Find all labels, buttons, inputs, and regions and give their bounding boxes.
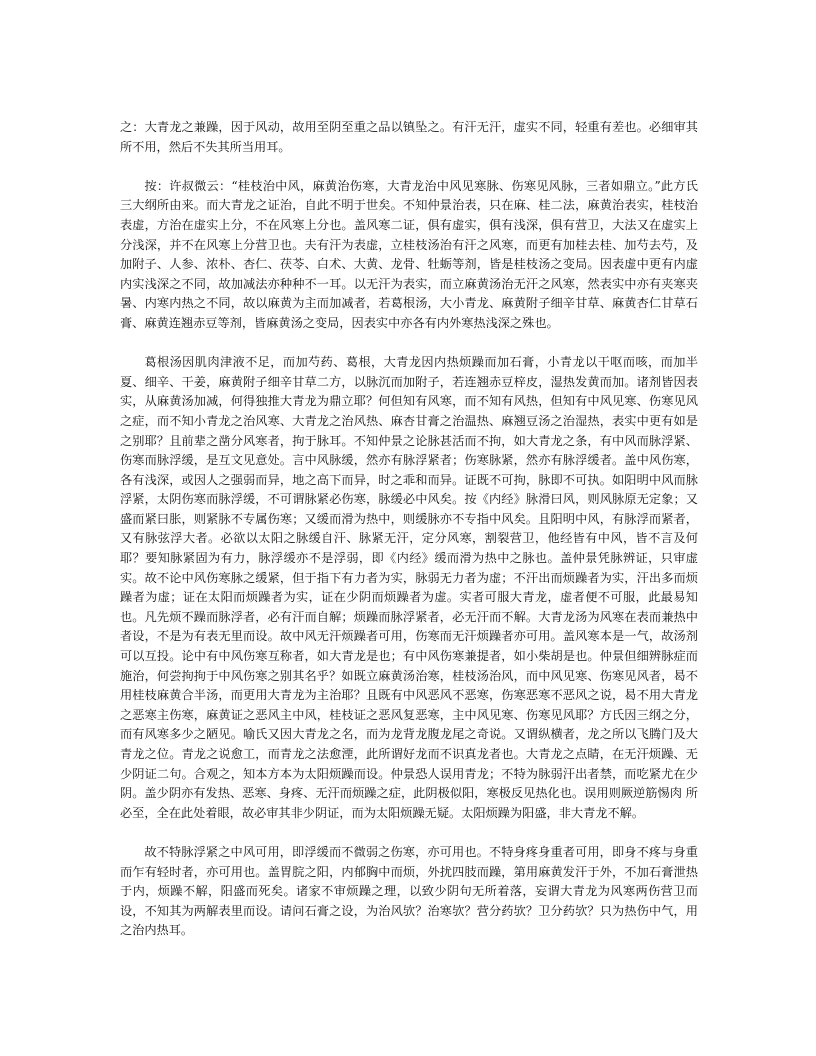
paragraph-shigao-conclusion: 故不特脉浮紧之中风可用，即浮缓而不微弱之伤寒，亦可用也。不特身疼身重者可用，即身不疼与身重而乍有轻时者，亦可用也。盖胃脘之阳，内郁胸中而烦，外扰四肢而躁，第用麻黄发汗于外，不加石膏泄热于内，烦躁不解，阳盛而死矣。诸家不审烦躁之理，以致少阴句无所着落，妄谓大青龙为风寒两伤营卫而设，不知其为两解表里而设。请问石膏之设，为治风欤？治寒欤？营分药欤？卫分药欤？只为热伤中气，用之治内热耳。 (120, 844, 698, 938)
paragraph-continuation: 之：大青龙之兼躁，因于风动，故用至阴至重之品以镇坠之。有汗无汗，虚实不同，轻重有差也。必细审其所不用，然后不失其所当用耳。 (120, 120, 698, 154)
document-page (120, 118, 698, 941)
paragraph-gegen-decoction: 葛根汤因肌肉津液不足，而加芍药、葛根，大青龙因内热烦躁而加石膏，小青龙以干呕而咳，而加半夏、细辛、干姜，麻黄附子细辛甘草二方，以脉沉而加附子，若连翘赤豆梓皮，湿热发黄而加。诸剂皆因表实，从麻黄汤加减，何得独推大青龙为鼎立耶？何但知有风寒，而不知有风热，但知有中风见寒、伤寒见风之症，而不知小青龙之治风寒、大青龙之治风热、麻杏甘膏之治温热、麻翘豆汤之治湿热，表实中更有如是之别耶？且前辈之凿分风寒者，拘于脉耳。不知仲景之论脉甚活而不拘，如大青龙之条，有中风而脉浮紧、伤寒而脉浮缓，是互文见意处。言中风脉缓，然亦有脉浮紧者；伤寒脉紧，然亦有脉浮缓者。盖中风伤寒，各有浅深，或因人之强弱而异，地之高下而异，时之乖和而异。证既不可拘，脉即不可执。如阳明中风而脉浮紧，太阴伤寒而脉浮缓，不可谓脉紧必伤寒，脉缓必中风矣。按《内经》脉滑曰风，则风脉原无定象；又盛而紧曰胀，则紧脉不专属伤寒；又缓而滑为热中，则缓脉亦不专指中风矣。且阳明中风，有脉浮而紧者，又有脉弦浮大者。必欲以太阳之脉缓自汗、脉紧无汗，定分风寒，割裂营卫，他经皆有中风，皆不言及何耶？要知脉紧固为有力，脉浮缓亦不是浮弱，即《内经》缓而滑为热中之脉也。盖仲景凭脉辨证，只审虚实。故不论中风伤寒脉之缓紧，但于指下有力者为实，脉弱无力者为虚；不汗出而烦躁者为实，汗出多而烦躁者为虚；证在太阳而烦躁者为实，证在少阴而烦躁者为虚。实者可服大青龙，虚者便不可服，此最易知也。凡先烦不躁而脉浮者，必有汗而自解；烦躁而脉浮紧者，必无汗而不解。大青龙汤为风寒在表而兼热中者设，不是为有表无里而设。故中风无汗烦躁者可用，伤寒而无汗烦躁者亦可用。盖风寒本是一气，故汤剂可以互投。论中有中风伤寒互称者，如大青龙是也；有中风伤寒兼提者，如小柴胡是也。仲景但细辨脉症而施治，何尝拘拘于中风伤寒之别其名乎？如既立麻黄汤治寒，桂枝汤治风，而中风见寒、伤寒见风者，曷不用桂枝麻黄合半汤，而更用大青龙为主治耶？且既有中风恶风不恶寒，伤寒恶寒不恶风之说，曷不用大青龙之恶寒主伤寒，麻黄证之恶风主中风，桂枝证之恶风复恶寒，主中风见寒、伤寒见风耶？方氏因三纲之分，而有风寒多少之陋见。喻氏又因大青龙之名，而为龙背龙腹龙尾之奇说。又谓纵横者，龙之所以飞腾门及大青龙之位。青龙之说愈工，而青龙之法愈湮，此所谓好龙而不识真龙者也。大青龙之点睛，在无汗烦躁、无少阴证二句。合观之，知本方本为太阳烦躁而设。仲景恐人误用青龙；不特为脉弱汗出者禁，而吃紧尤在少阴。盖少阴亦有发热、恶寒、身疼、无汗而烦躁之症，此阴极似阳，寒极反见热化也。误用则厥逆筋惕肉 所必至，全在此处着眼，故必审其非少阴证，而为太阳烦躁无疑。太阳烦躁为阳盛，非大青龙不解。 (120, 355, 698, 820)
paragraph-commentary-xu-shuwei: 按：许叔微云：“桂枝治中风，麻黄治伤寒，大青龙治中风见寒脉、伤寒见风脉，三者如鼎立。”此方氏三大纲所由来。而大青龙之证治，自此不明于世矣。不知仲景治表，只在麻、桂二法，麻黄治表实，桂枝治表虚，方治在虚实上分，不在风寒上分也。盖风寒二证，俱有虚实，俱有浅深，俱有营卫，大法又在虚实上分浅深，并不在风寒上分营卫也。夫有汗为表虚，立桂枝汤治有汗之风寒，而更有加桂去桂、加芍去芍，及加附子、人参、浓朴、杏仁、茯苓、白术、大黄、龙骨、牡蛎等剂，皆是桂枝汤之变局。因表虚中更有内虚内实浅深之不同，故加减法亦种种不一耳。以无汗为表实，而立麻黄汤治无汗之风寒，然表实中亦有夹寒夹暑、内寒内热之不同，故以麻黄为主而加减者，若葛根汤，大小青龙、麻黄附子细辛甘草、麻黄杏仁甘草石膏、麻黄连翘赤豆等剂，皆麻黄汤之变局，因表实中亦各有内外寒热浅深之殊也。 (120, 178, 698, 330)
